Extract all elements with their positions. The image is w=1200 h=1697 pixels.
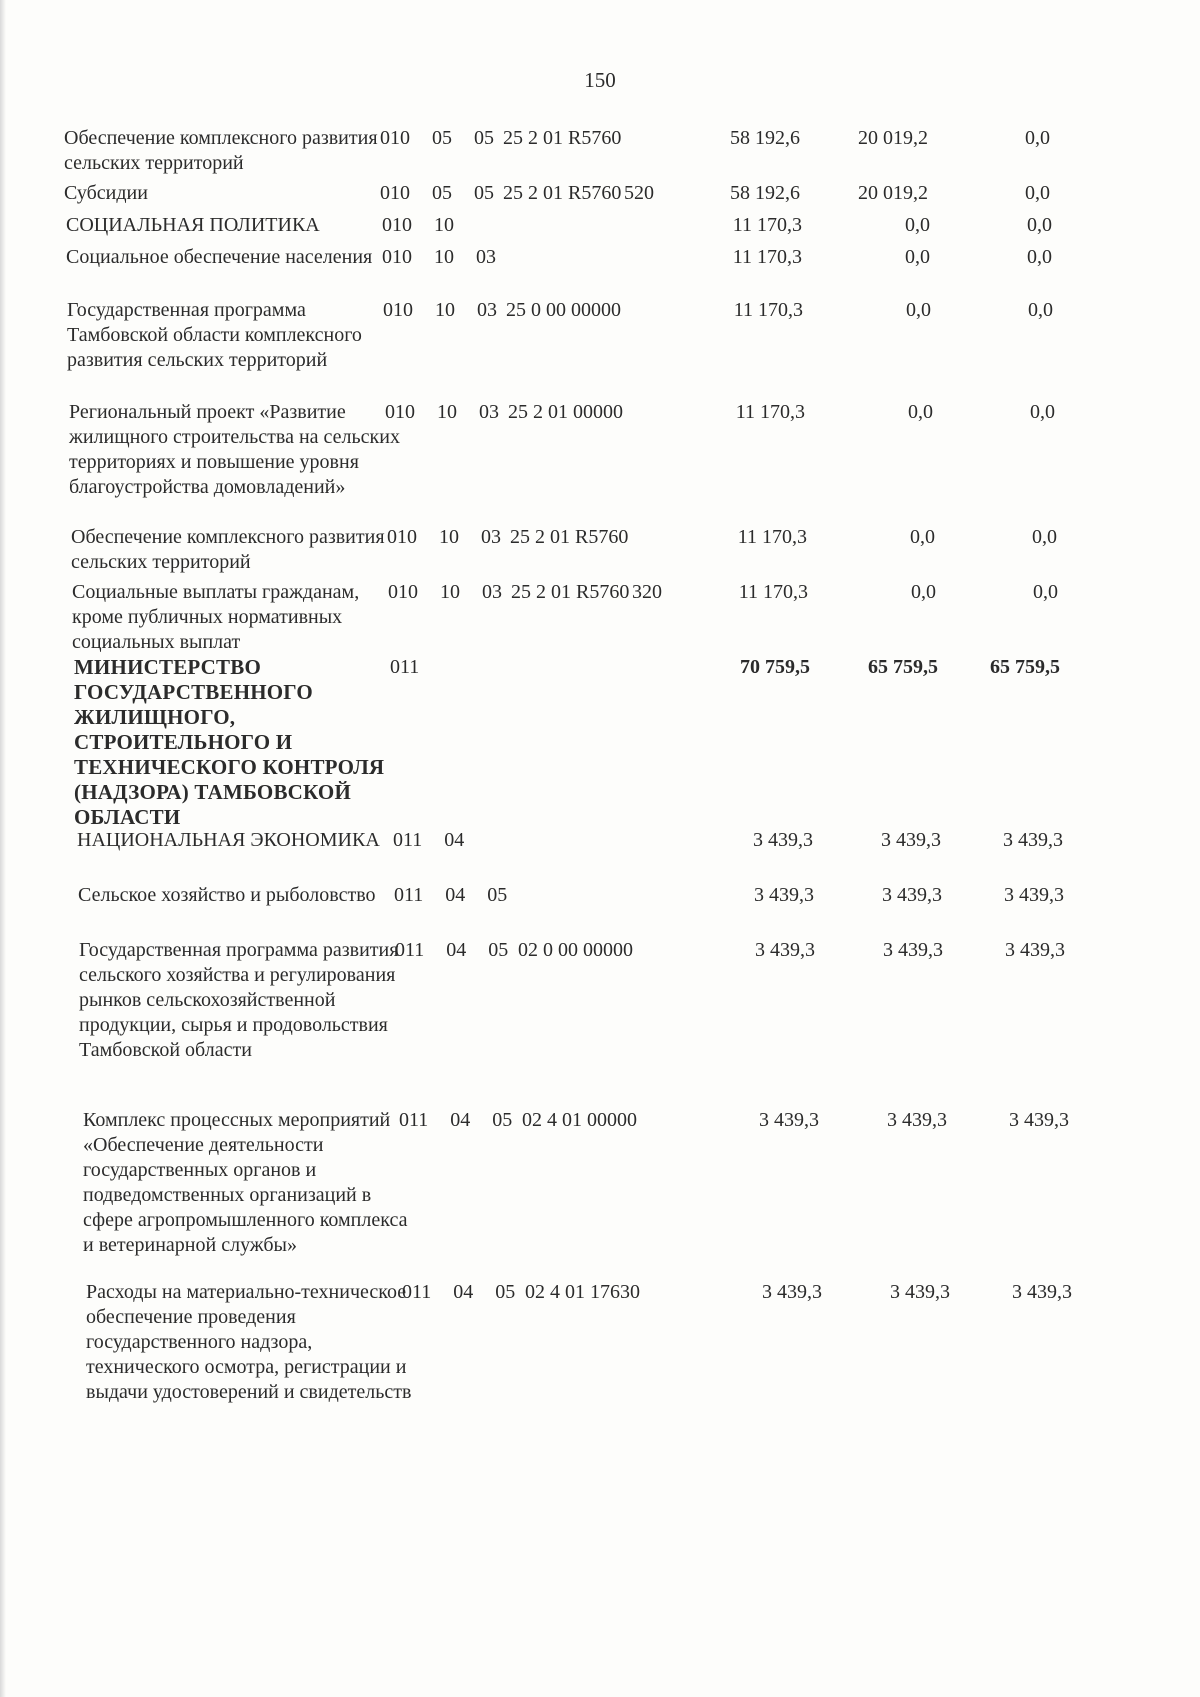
row-target-article-code: 25 2 01 R5760 bbox=[511, 581, 630, 603]
row-name: СОЦИАЛЬНАЯ ПОЛИТИКА bbox=[66, 214, 320, 236]
row-target-article-code: 25 2 01 00000 bbox=[508, 401, 623, 423]
row-amount-year-2: 3 439,3 bbox=[890, 1281, 950, 1303]
row-name: Обеспечение комплексного развития сельских территорий bbox=[71, 526, 385, 573]
row-target-article-code: 02 0 00 00000 bbox=[518, 939, 633, 961]
row-amount-year-3: 0,0 bbox=[1030, 401, 1055, 423]
row-amount-year-2: 0,0 bbox=[911, 581, 936, 603]
row-amount-year-2: 20 019,2 bbox=[858, 182, 928, 204]
row-amount-year-1: 3 439,3 bbox=[754, 884, 814, 906]
row-amount-year-2: 3 439,3 bbox=[882, 884, 942, 906]
row-name: Региональный проект «Развитие жилищного строительства на сельских территориях и повышение уровня благоустройства домовладений» bbox=[69, 401, 400, 498]
row-target-article-code: 25 2 01 R5760 bbox=[510, 526, 629, 548]
row-amount-year-1: 58 192,6 bbox=[730, 182, 800, 204]
row-amount-year-1: 11 170,3 bbox=[738, 581, 808, 603]
row-amount-year-1: 11 170,3 bbox=[735, 401, 805, 423]
row-target-article-code: 25 2 01 R5760 bbox=[503, 127, 622, 149]
row-department-section-code: 011 04 05 bbox=[399, 1109, 513, 1131]
row-amount-year-1: 3 439,3 bbox=[755, 939, 815, 961]
row-name: Социальные выплаты гражданам, кроме публичных нормативных социальных выплат bbox=[72, 581, 360, 653]
row-amount-year-3: 3 439,3 bbox=[1012, 1281, 1072, 1303]
row-amount-year-2: 0,0 bbox=[906, 299, 931, 321]
page-number: 150 bbox=[584, 68, 616, 92]
row-amount-year-1: 11 170,3 bbox=[732, 246, 802, 268]
row-department-section-code: 010 10 03 bbox=[385, 401, 499, 423]
row-target-article-code: 02 4 01 00000 bbox=[522, 1109, 637, 1131]
row-amount-year-3: 0,0 bbox=[1032, 526, 1057, 548]
row-name: Субсидии bbox=[64, 182, 148, 204]
row-expense-type-code: 520 bbox=[624, 182, 654, 204]
row-amount-year-2: 3 439,3 bbox=[883, 939, 943, 961]
row-department-section-code: 011 bbox=[390, 656, 420, 678]
row-target-article-code: 25 2 01 R5760 bbox=[503, 182, 622, 204]
row-name: Обеспечение комплексного развития сельских территорий bbox=[64, 127, 378, 174]
row-name: Государственная программа развития сельского хозяйства и регулирования рынков сельскохозяйственной продукции, сырья и продовольствия Тамбовской области bbox=[79, 939, 399, 1061]
row-name: Сельское хозяйство и рыболовство bbox=[78, 884, 376, 906]
row-amount-year-2: 0,0 bbox=[908, 401, 933, 423]
row-department-section-code: 011 04 05 bbox=[394, 884, 508, 906]
row-department-section-code: 010 10 03 bbox=[382, 246, 496, 268]
row-amount-year-1: 3 439,3 bbox=[762, 1281, 822, 1303]
row-amount-year-2: 0,0 bbox=[910, 526, 935, 548]
row-amount-year-3: 3 439,3 bbox=[1009, 1109, 1069, 1131]
row-department-section-code: 011 04 bbox=[393, 829, 465, 851]
row-name: Социальное обеспечение населения bbox=[66, 246, 373, 268]
row-target-article-code: 25 0 00 00000 bbox=[506, 299, 621, 321]
row-amount-year-3: 0,0 bbox=[1027, 246, 1052, 268]
row-amount-year-3: 0,0 bbox=[1028, 299, 1053, 321]
row-amount-year-1: 3 439,3 bbox=[759, 1109, 819, 1131]
row-amount-year-1: 11 170,3 bbox=[733, 299, 803, 321]
row-name: МИНИСТЕРСТВО ГОСУДАРСТВЕННОГО ЖИЛИЩНОГО, СТРОИТЕЛЬНОГО И ТЕХНИЧЕСКОГО КОНТРОЛЯ (НАДЗОРА) ТАМБОВСКОЙ ОБЛАСТИ bbox=[74, 655, 385, 829]
row-amount-year-2: 0,0 bbox=[905, 246, 930, 268]
row-amount-year-3: 0,0 bbox=[1025, 182, 1050, 204]
row-department-section-code: 010 10 03 bbox=[388, 581, 502, 603]
row-department-section-code: 010 10 03 bbox=[383, 299, 497, 321]
row-amount-year-3: 0,0 bbox=[1033, 581, 1058, 603]
row-name: Государственная программа Тамбовской области комплексного развития сельских территорий bbox=[67, 299, 362, 371]
row-amount-year-1: 58 192,6 bbox=[730, 127, 800, 149]
row-department-section-code: 010 05 05 bbox=[380, 182, 494, 204]
row-amount-year-3: 0,0 bbox=[1025, 127, 1050, 149]
row-amount-year-3: 0,0 bbox=[1027, 214, 1052, 236]
row-amount-year-1: 11 170,3 bbox=[732, 214, 802, 236]
row-target-article-code: 02 4 01 17630 bbox=[525, 1281, 640, 1303]
row-department-section-code: 010 10 03 bbox=[387, 526, 501, 548]
row-expense-type-code: 320 bbox=[632, 581, 662, 603]
row-amount-year-1: 70 759,5 bbox=[740, 656, 810, 678]
row-amount-year-2: 0,0 bbox=[905, 214, 930, 236]
row-name: НАЦИОНАЛЬНАЯ ЭКОНОМИКА bbox=[77, 829, 380, 851]
row-amount-year-1: 3 439,3 bbox=[753, 829, 813, 851]
row-amount-year-2: 20 019,2 bbox=[858, 127, 928, 149]
row-name: Расходы на материально-техническое обеспечение проведения государственного надзора, технического осмотра, регистрации и выдачи удостоверений и свидетельств bbox=[86, 1281, 412, 1403]
row-amount-year-2: 65 759,5 bbox=[868, 656, 938, 678]
row-amount-year-2: 3 439,3 bbox=[881, 829, 941, 851]
row-amount-year-3: 3 439,3 bbox=[1004, 884, 1064, 906]
row-amount-year-2: 3 439,3 bbox=[887, 1109, 947, 1131]
row-amount-year-3: 3 439,3 bbox=[1003, 829, 1063, 851]
row-name: Комплекс процессных мероприятий «Обеспечение деятельности государственных органов и подведомственных организаций в сфере агропромышленного комплекса и ветеринарной службы» bbox=[83, 1109, 408, 1256]
row-department-section-code: 010 05 05 bbox=[380, 127, 494, 149]
row-department-section-code: 011 04 05 bbox=[402, 1281, 516, 1303]
row-department-section-code: 011 04 05 bbox=[395, 939, 509, 961]
row-amount-year-3: 65 759,5 bbox=[990, 656, 1060, 678]
row-amount-year-1: 11 170,3 bbox=[737, 526, 807, 548]
row-department-section-code: 010 10 bbox=[382, 214, 454, 236]
row-amount-year-3: 3 439,3 bbox=[1005, 939, 1065, 961]
